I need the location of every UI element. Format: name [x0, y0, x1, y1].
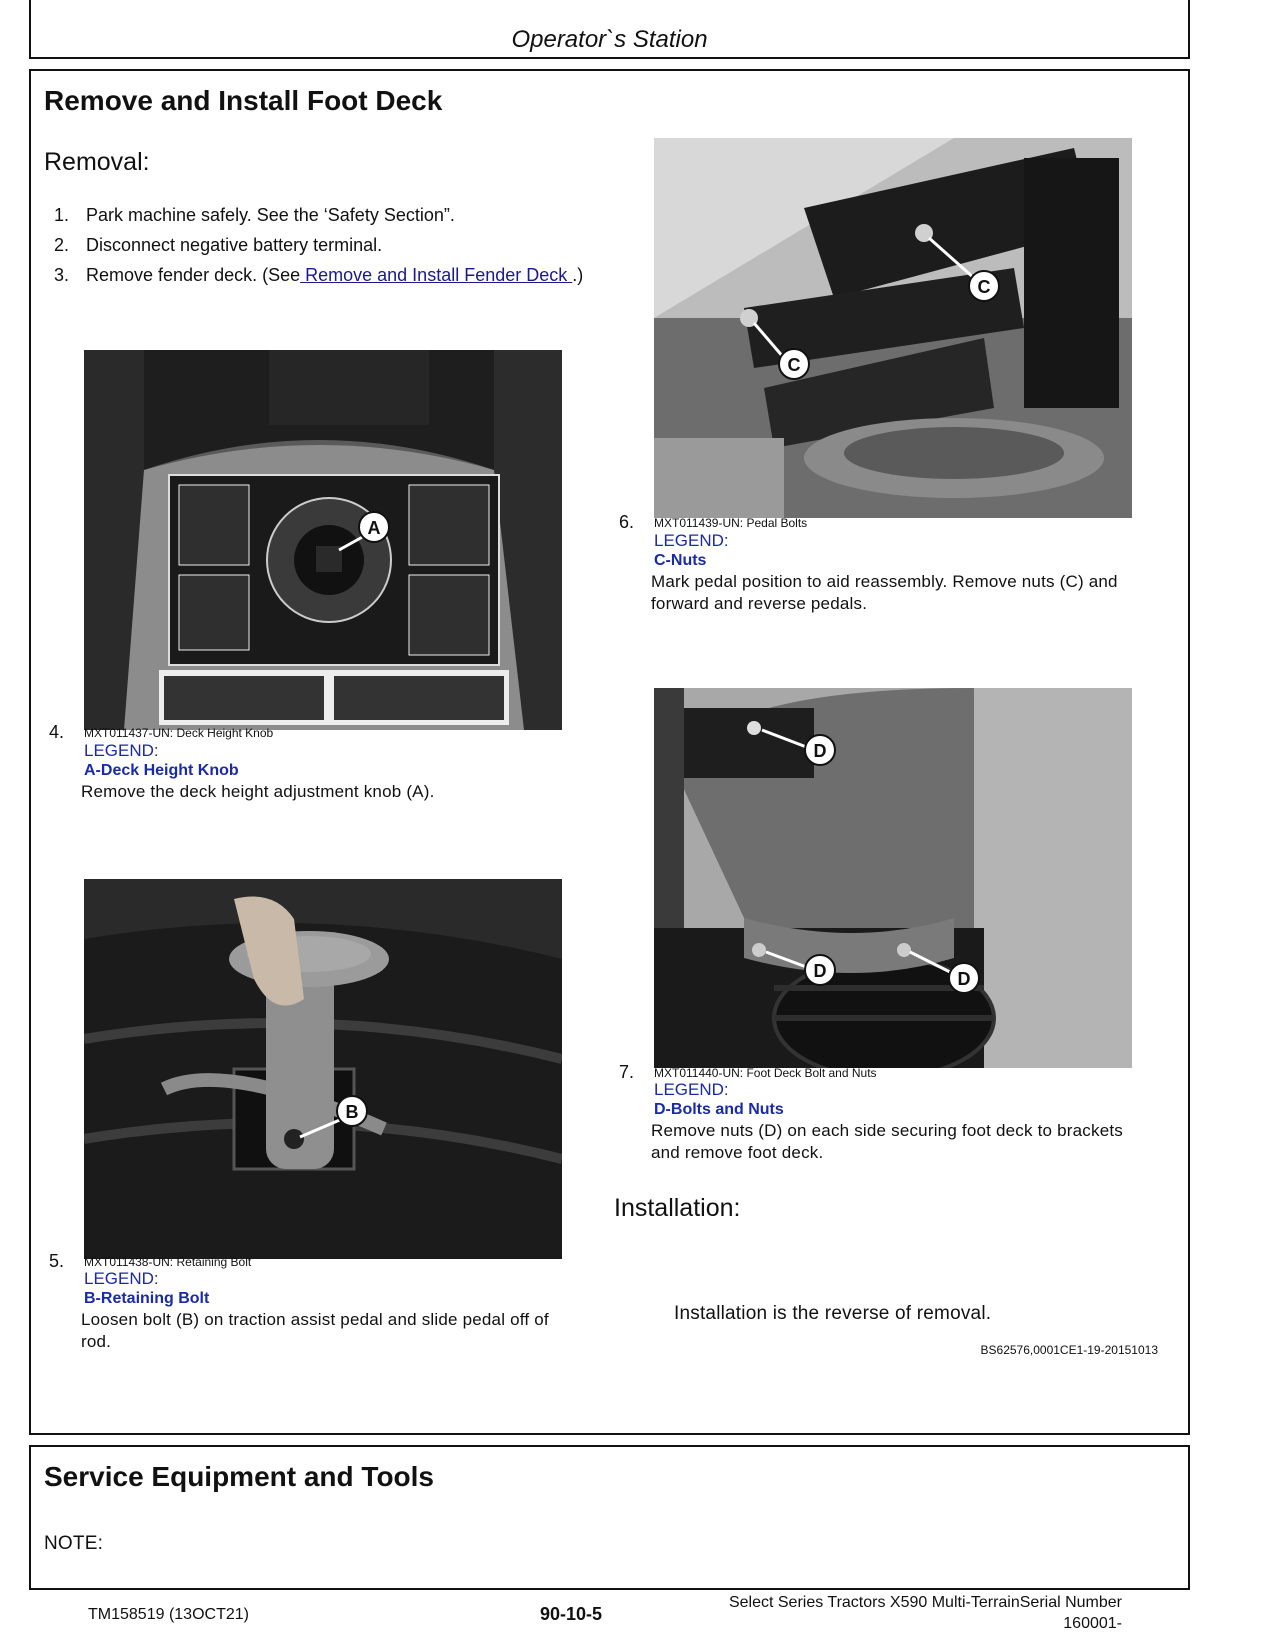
footer-model-line-2: 160001-: [1063, 1615, 1122, 1632]
figure-5-number: 5.: [49, 1251, 65, 1271]
page-header: [29, 0, 1190, 59]
figure-6-number: 6.: [619, 512, 635, 532]
installation-text: Installation is the reverse of removal.: [674, 1303, 992, 1324]
footer-page-number: 90-10-5: [540, 1604, 603, 1624]
callout-c-lower: C: [787, 355, 801, 375]
retaining-bolt-photo: [84, 879, 562, 1259]
callout-b: B: [345, 1102, 359, 1122]
figure-6-caption: MXT011439-UN: Pedal Bolts: [654, 516, 808, 530]
callout-d-right: D: [957, 969, 971, 989]
figure-4-caption: MXT011437-UN: Deck Height Knob: [84, 726, 274, 740]
reference-code: BS62576,0001CE1-19-20151013: [980, 1343, 1158, 1357]
removal-heading: Removal:: [44, 148, 150, 176]
figure-5-description: Loosen bolt (B) on traction assist pedal and slide pedal off of rod.: [81, 1310, 549, 1351]
figure-7-caption: MXT011440-UN: Foot Deck Bolt and Nuts: [654, 1066, 877, 1080]
figure-5-caption: MXT011438-UN: Retaining Bolt: [84, 1255, 252, 1269]
footer-model-line-1: Select Series Tractors X590 Multi-TerrainSerial Number: [728, 1594, 1122, 1611]
figure-4-number: 4.: [49, 722, 65, 742]
section-title: Operator`s Station: [511, 26, 708, 53]
callout-d-left: D: [813, 961, 827, 981]
callout-a: A: [367, 518, 381, 538]
tools-box: [29, 1445, 1190, 1590]
figure-7-number: 7.: [619, 1062, 635, 1082]
installation-heading: Installation:: [614, 1194, 741, 1222]
pedal-bolts-photo: [654, 138, 1132, 518]
tools-title: Service Equipment and Tools: [44, 1461, 435, 1492]
figure-4-legend-item: A-Deck Height Knob: [84, 762, 239, 779]
procedure-box: Remove and Install Foot Deck Removal: 1. Park machine safely. See the ‘Safety Section”. 2. Disconnect negative battery terminal. 3. Remove fender deck. (See Remove and Install Fender Deck .) A 4. MXT011437-UN: Deck Height Knob LEGEND: A-Deck Height Knob Remove the deck height adjustment knob (A). B 5. MXT011438-UN: Retaining Bolt LEGEND: B-Retaining Bolt Loosen bolt (B) on traction assist pedal and slide pedal off of rod. C C 6. MXT011439-UN: Pedal Bolts LEGEND: C-Nuts Mark pedal position to aid reassembly. Remove nuts (C) and forward and reverse pedals. D D D 7. MXT011440-UN: Foot Deck Bolt and Nuts LEGEND: D-Bolts and Nuts Remove nuts (D) on each side securing foot deck to brackets and remove foot deck. Installation: Installation is the reverse of removal. BS62576,0001CE1-19-20151013: [29, 69, 1190, 1435]
callout-d-top: D: [813, 741, 827, 761]
figure-6-legend-item: C-Nuts: [654, 552, 707, 569]
figure-4-legend: LEGEND:: [84, 741, 159, 760]
figure-6-legend: LEGEND:: [654, 531, 729, 550]
figure-5-legend-item: B-Retaining Bolt: [84, 1290, 210, 1307]
figure-5-legend: LEGEND:: [84, 1269, 159, 1288]
figure-6-description: Mark pedal position to aid reassembly. Remove nuts (C) and forward and reverse pedals.: [651, 572, 1118, 613]
footer-doc-id: TM158519 (13OCT21): [88, 1606, 249, 1623]
figure-7-legend: LEGEND:: [654, 1080, 729, 1099]
procedure-title: Remove and Install Foot Deck: [44, 85, 443, 116]
figure-7-description: Remove nuts (D) on each side securing foot deck to brackets and remove foot deck.: [651, 1121, 1123, 1162]
figure-7-legend-item: D-Bolts and Nuts: [654, 1101, 784, 1118]
callout-c-upper: C: [977, 277, 991, 297]
deck-height-knob-photo: [84, 350, 562, 730]
tools-note: NOTE:: [44, 1533, 104, 1554]
figure-4-description: Remove the deck height adjustment knob (A).: [81, 782, 435, 801]
fender-deck-link[interactable]: Remove and Install Fender Deck: [300, 265, 573, 285]
foot-deck-bolts-photo: [654, 688, 1132, 1068]
